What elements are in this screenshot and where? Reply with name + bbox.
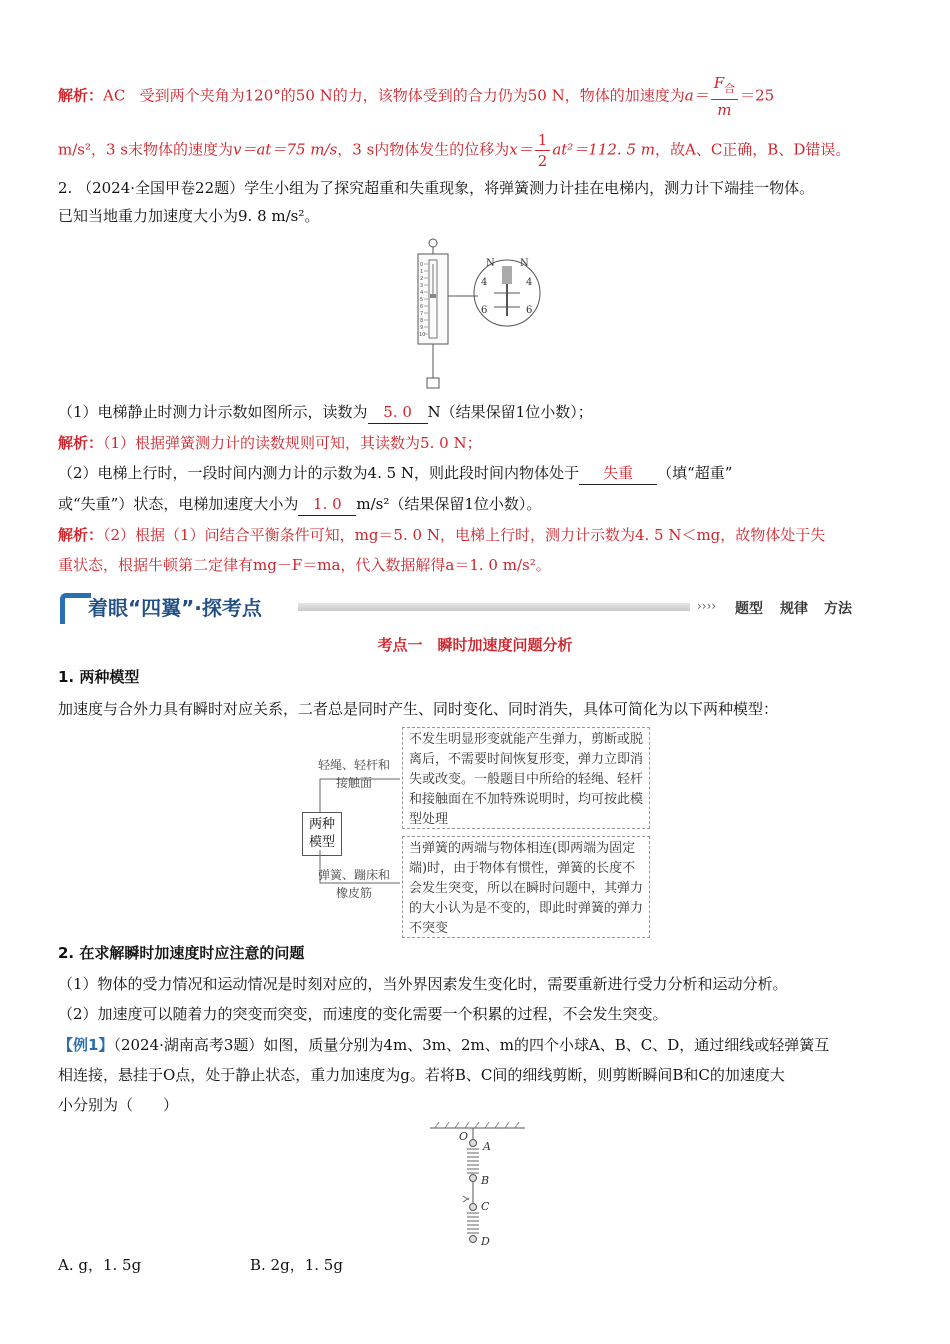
zoom-number: 6	[481, 305, 488, 316]
banner-bar	[298, 603, 690, 611]
section-para-1: 加速度与合外力具有瞬时对应关系，二者总是同时产生、同时变化、同时消失，具体可简化为以下两种模型：	[58, 700, 779, 718]
fraction-f-over-m	[711, 73, 738, 120]
text: （2）电梯上行时，一段时间内测力计的示数为4. 5 N，则此段时间内物体处于	[58, 464, 580, 482]
label-D: D	[481, 1235, 490, 1248]
diagram-branch-2: 弹簧、蹦床和橡皮筋	[318, 868, 391, 900]
label-O: O	[459, 1130, 469, 1143]
velocity-formula: v＝at＝75 m/s	[233, 140, 338, 159]
text: 或“失重”）状态，电梯加速度大小为	[58, 495, 299, 513]
scale-tick: 4	[420, 290, 424, 296]
zoom-number: 4	[481, 277, 488, 288]
text: ，故A、C正确，B、D错误。	[655, 140, 851, 159]
diagram-center: 两种模型	[302, 812, 342, 856]
fraction-num: F	[713, 74, 725, 92]
text: ，3 s内物体发生的位移为	[337, 140, 510, 159]
analysis-label: 解析：	[58, 86, 104, 105]
scale-tick: 7	[420, 311, 424, 317]
section-para-3: （2）加速度可以随着力的突变而突变，而速度的变化需要一个积累的过程，不会发生突变。	[58, 1005, 668, 1023]
example1-line2: 相连接，悬挂于O点，处于静止状态，重力加速度为g。若将B、C间的细线剪断，则剪断瞬间B和C的加速度大	[58, 1066, 785, 1084]
scale-tick: 5	[420, 297, 424, 303]
section-para-2: （1）物体的受力情况和运动情况是时刻对应的，当外界因素发生变化时，需要重新进行受力分析和运动分析。	[58, 975, 788, 993]
q2-part2	[58, 462, 732, 485]
q2-part2-cont	[58, 493, 541, 516]
scale-tick: 10	[419, 332, 426, 338]
analysis-text: （1）根据弹簧测力计的读数规则可知，其读数为5. 0 N；	[103, 434, 482, 452]
analysis-label: 解析：	[58, 434, 104, 452]
x-formula: x＝	[509, 140, 533, 159]
scale-tick: 9	[420, 325, 424, 331]
fraction-den: m	[717, 101, 732, 119]
section-heading-1: 1. 两种模型	[58, 668, 140, 686]
example1-line3: 小分别为（ ）	[58, 1096, 179, 1114]
q2-stem-line1: 2. （2024·全国甲卷22题）学生小组为了探究超重和失重现象，将弹簧测力计挂在电梯内，测力计下端挂一物体。	[58, 179, 815, 197]
scale-tick: 6	[420, 304, 424, 310]
option-a[interactable]: A. g，1. 5g	[58, 1256, 142, 1274]
analysis-1-line2	[58, 130, 850, 171]
analysis-text: 受到两个夹角为120°的50 N的力，该物体受到的合力仍为50 N，物体的加速度为	[139, 86, 685, 105]
fraction-half: $\frac{1}{2}$	[535, 130, 551, 171]
q2-analysis1	[58, 432, 482, 454]
fraction-sub: 合	[724, 82, 736, 95]
text: （2024·湖南高考3题）如图，质量分别为4m、3m、2m、m的四个小球A、B、C、D，通过细线或轻弹簧互	[113, 1036, 830, 1054]
q2-part1	[58, 401, 593, 424]
text: N（结果保留1位小数）；	[427, 403, 593, 421]
scale-tick: 1	[420, 269, 424, 275]
section-heading-2: 2. 在求解瞬时加速度时应注意的问题	[58, 944, 305, 962]
example-tag: 【例1】	[58, 1036, 114, 1054]
example1-line1	[58, 1034, 829, 1056]
answer-blank: 5. 0	[368, 401, 428, 424]
banner-corner-icon	[60, 593, 91, 624]
analysis-1-line1	[58, 73, 774, 120]
at2-formula: at²＝112. 5 m	[552, 140, 655, 159]
zoom-number: 4	[526, 277, 533, 288]
diagram-box-1: 不发生明显形变就能产生弹力，剪断或脱离后，不需要时间恢复形变，弹力立即消失或改变。一般题目中所给的轻绳、轻杆和接触面在不加特殊说明时，均可按此模型处理	[402, 727, 650, 829]
banner-arrows: ››››	[697, 599, 717, 613]
label-A: A	[483, 1140, 491, 1153]
formula-rhs: ＝25	[740, 86, 775, 105]
zoom-letter: N	[520, 258, 529, 269]
analysis-text: （2）根据（1）问结合平衡条件可知，mg＝5. 0 N，电梯上行时，测力计示数为4. 5 N＜mg，故物体处于失	[103, 526, 826, 544]
text: m/s²，3 s末物体的速度为	[58, 140, 233, 159]
spring-scale-figure	[410, 238, 550, 398]
banner-tag: 规律	[780, 601, 808, 617]
q2-stem-line2: 已知当地重力加速度大小为9. 8 m/s²。	[58, 207, 320, 225]
zoom-letter: N	[486, 258, 495, 269]
answer: AC	[103, 86, 126, 105]
q2-analysis2-line1	[58, 524, 825, 546]
section-title: 考点一 瞬时加速度问题分析	[377, 636, 573, 654]
banner-tag: 题型	[735, 601, 763, 617]
text: （填“超重”	[657, 464, 733, 482]
option-b[interactable]: B. 2g，1. 5g	[250, 1256, 343, 1274]
scale-tick: 3	[420, 283, 424, 289]
label-B: B	[481, 1174, 490, 1187]
text: （1）电梯静止时测力计示数如图所示，读数为	[58, 403, 368, 421]
diagram-branch-1: 轻绳、轻杆和接触面	[318, 758, 391, 790]
text: m/s²（结果保留1位小数）。	[356, 495, 542, 513]
hanging-balls-figure	[425, 1122, 535, 1250]
scale-tick: 2	[420, 276, 424, 282]
label-C: C	[481, 1200, 490, 1213]
scale-tick: 0	[420, 262, 424, 268]
formula-lhs: a＝	[684, 86, 709, 105]
diagram-box-2: 当弹簧的两端与物体相连(即两端为固定端)时，由于物体有惯性，弹簧的长度不会发生突变，所以在瞬时问题中，其弹力的大小认为是不变的，即此时弹簧的弹力不突变	[402, 836, 650, 938]
scale-tick: 8	[420, 318, 424, 324]
banner-title: 着眼“四翼”·探考点	[88, 596, 262, 620]
zoom-number: 6	[526, 305, 533, 316]
analysis-label: 解析：	[58, 526, 104, 544]
q2-analysis2-line2: 重状态，根据牛顿第二定律有mg－F＝ma，代入数据解得a＝1. 0 m/s²。	[58, 556, 551, 574]
banner-tag: 方法	[824, 601, 852, 617]
answer-blank: 1. 0	[298, 493, 356, 516]
answer-blank: 失重	[579, 462, 657, 485]
